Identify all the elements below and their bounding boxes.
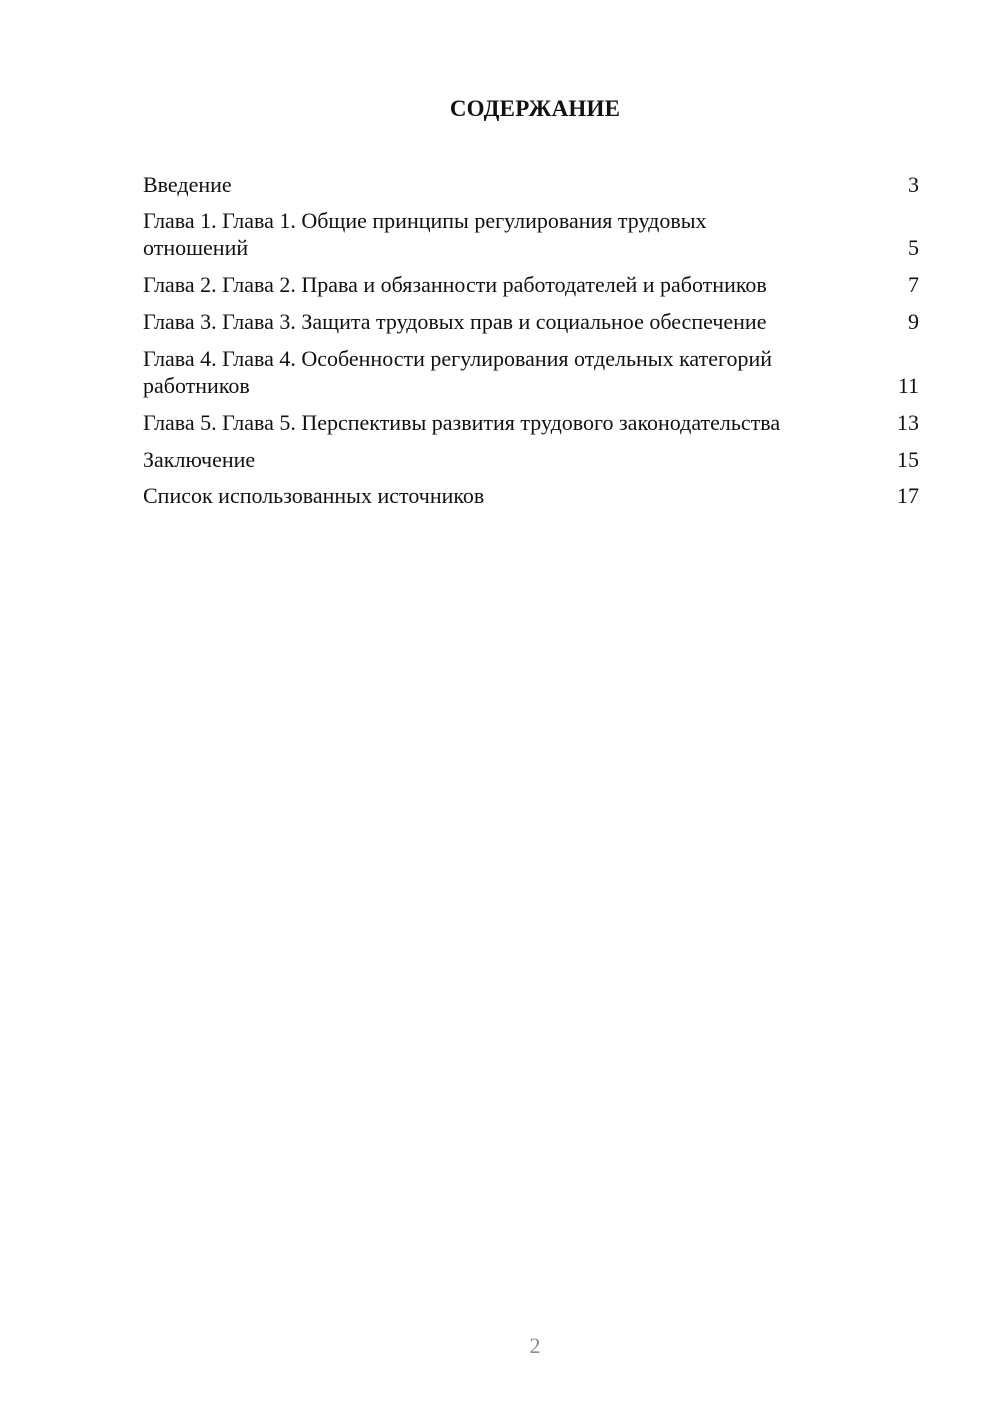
toc-entry-page: 13 bbox=[897, 410, 919, 435]
toc-entry-page: 11 bbox=[897, 373, 919, 398]
page-number: 2 bbox=[529, 1333, 541, 1358]
toc-entry-chapter-2 bbox=[143, 271, 919, 298]
toc-entry-introduction bbox=[143, 171, 919, 198]
toc-entry-conclusion bbox=[143, 446, 919, 473]
toc-entry-chapter-5 bbox=[143, 409, 919, 436]
toc-entry-references bbox=[143, 482, 919, 509]
toc-entry-page: 7 bbox=[908, 272, 919, 297]
toc-entry-text: Заключение bbox=[143, 447, 256, 472]
toc-entry-page: 17 bbox=[897, 483, 919, 508]
toc-entry-text: Список использованных источников bbox=[143, 483, 485, 508]
table-of-contents bbox=[143, 171, 919, 518]
toc-entry-text: Глава 4. Глава 4. Особенности регулирования отдельных категорий работников bbox=[143, 346, 773, 398]
toc-entry-page: 5 bbox=[908, 235, 919, 260]
toc-entry-page: 3 bbox=[908, 172, 919, 197]
page-title: СОДЕРЖАНИЕ bbox=[449, 96, 621, 121]
toc-entry-page: 9 bbox=[908, 309, 919, 334]
toc-entry-text: Глава 2. Глава 2. Права и обязанности работодателей и работников bbox=[143, 272, 767, 297]
toc-entry-text: Введение bbox=[143, 172, 232, 197]
toc-entry-text: Глава 3. Глава 3. Защита трудовых прав и социальное обеспечение bbox=[143, 309, 767, 334]
toc-entry-text: Глава 5. Глава 5. Перспективы развития трудового законодательства bbox=[143, 410, 781, 435]
toc-entry-chapter-4 bbox=[143, 345, 919, 399]
toc-entry-chapter-3 bbox=[143, 308, 919, 335]
toc-entry-text: Глава 1. Глава 1. Общие принципы регулирования трудовых отношений bbox=[143, 208, 707, 260]
toc-entry-page: 15 bbox=[897, 447, 919, 472]
toc-entry-chapter-1 bbox=[143, 207, 919, 261]
